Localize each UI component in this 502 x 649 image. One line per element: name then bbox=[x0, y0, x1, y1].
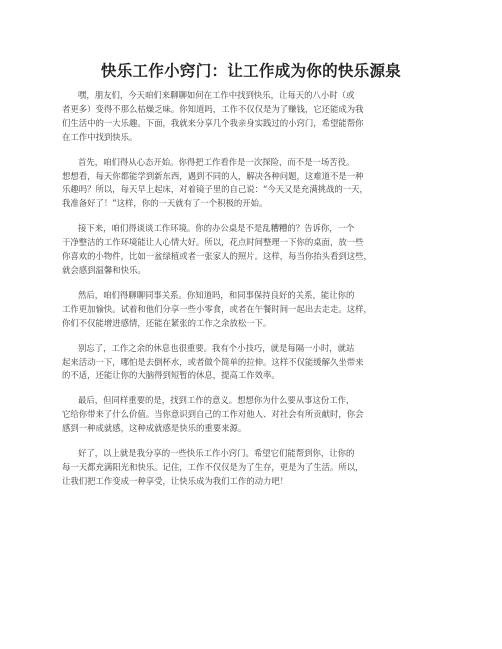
paragraph-line: 者更多）变得不那么枯燥乏味。你知道吗，工作不仅仅是为了赚钱，它还能成为我 bbox=[62, 103, 364, 114]
paragraph-line: 接下来，咱们得谈谈工作环境。你的办公桌是不是乱糟糟的？告诉你，一个 bbox=[78, 223, 355, 234]
paragraph-line: 我准备好了！”这样，你的一天就有了一个积极的开始。 bbox=[62, 198, 268, 209]
paragraph-line: 好了，以上就是我分享的一些快乐工作小窍门。希望它们能帮到你，让你的 bbox=[78, 448, 355, 459]
paragraph-line: 工作更加愉快。试着和他们分享一些小零食，或者在午餐时间一起出去走走。这样， bbox=[62, 303, 372, 314]
paragraph-line: 你喜欢的小物件，比如一盆绿植或者一张家人的照片。这样，每当你抬头看到这些， bbox=[62, 251, 372, 262]
paragraph-line: 的不适，还能让你的大脑得到短暂的休息，提高工作效率。 bbox=[62, 370, 280, 381]
paragraph-7 bbox=[62, 447, 450, 489]
paragraph-line: 每一天都充满阳光和快乐。记住，工作不仅仅是为了生存，更是为了生活。所以， bbox=[62, 461, 364, 472]
paragraph-line: 干净整洁的工作环境能让人心情大好。所以，花点时间整理一下你的桌面，放一些 bbox=[62, 237, 364, 248]
paragraph-line: 在工作中找到快乐。 bbox=[62, 131, 138, 142]
paragraph-line: 们生活中的一大乐趣。下面，我就来分享几个我亲身实践过的小窍门，希望能帮你 bbox=[62, 117, 364, 128]
paragraph-line: 你们不仅能增进感情，还能在紧张的工作之余放松一下。 bbox=[62, 317, 272, 328]
paragraph-6 bbox=[62, 394, 450, 436]
paragraph-line: 起来活动一下，哪怕是去倒杯水，或者做个简单的拉伸。这样不仅能缓解久坐带来 bbox=[62, 356, 364, 367]
paragraph-4 bbox=[62, 289, 450, 331]
paragraph-line: 乐趣吗？所以，每天早上起床，对着镜子里的自己说：“今天又是充满挑战的一天， bbox=[62, 184, 368, 195]
paragraph-3 bbox=[62, 222, 450, 278]
paragraph-line: 让我们把工作变成一种享受，让快乐成为我们工作的动力吧！ bbox=[62, 475, 289, 486]
paragraph-5 bbox=[62, 342, 450, 384]
paragraph-line: 感到一种成就感，这种成就感是快乐的重要来源。 bbox=[62, 423, 247, 434]
paragraph-line: 最后，但同样重要的是，找到工作的意义。想想你为什么要从事这份工作， bbox=[78, 395, 355, 406]
paragraph-line: 它给你带来了什么价值。当你意识到自己的工作对他人、对社会有所贡献时，你会 bbox=[62, 409, 364, 420]
paragraph-2 bbox=[62, 156, 450, 212]
document-body bbox=[62, 89, 450, 500]
paragraph-line: 然后，咱们得聊聊同事关系。你知道吗，和同事保持良好的关系，能让你的 bbox=[78, 289, 355, 300]
paragraph-line: 首先，咱们得从心态开始。你得把工作看作是一次探险，而不是一场苦役。 bbox=[78, 156, 355, 167]
paragraph-1 bbox=[62, 89, 450, 145]
paragraph-line: 别忘了，工作之余的休息也很重要。我有个小技巧，就是每隔一小时，就站 bbox=[78, 342, 355, 353]
paragraph-line: 嘿，朋友们，今天咱们来聊聊如何在工作中找到快乐，让每天的八小时（或 bbox=[78, 90, 355, 100]
paragraph-line: 就会感到温馨和快乐。 bbox=[62, 264, 146, 275]
paragraph-line: 想想看，每天你都能学到新东西，遇到不同的人，解决各种问题，这难道不是一种 bbox=[62, 170, 364, 181]
document-title: 快乐工作小窍门：让工作成为你的快乐源泉 bbox=[100, 62, 402, 80]
